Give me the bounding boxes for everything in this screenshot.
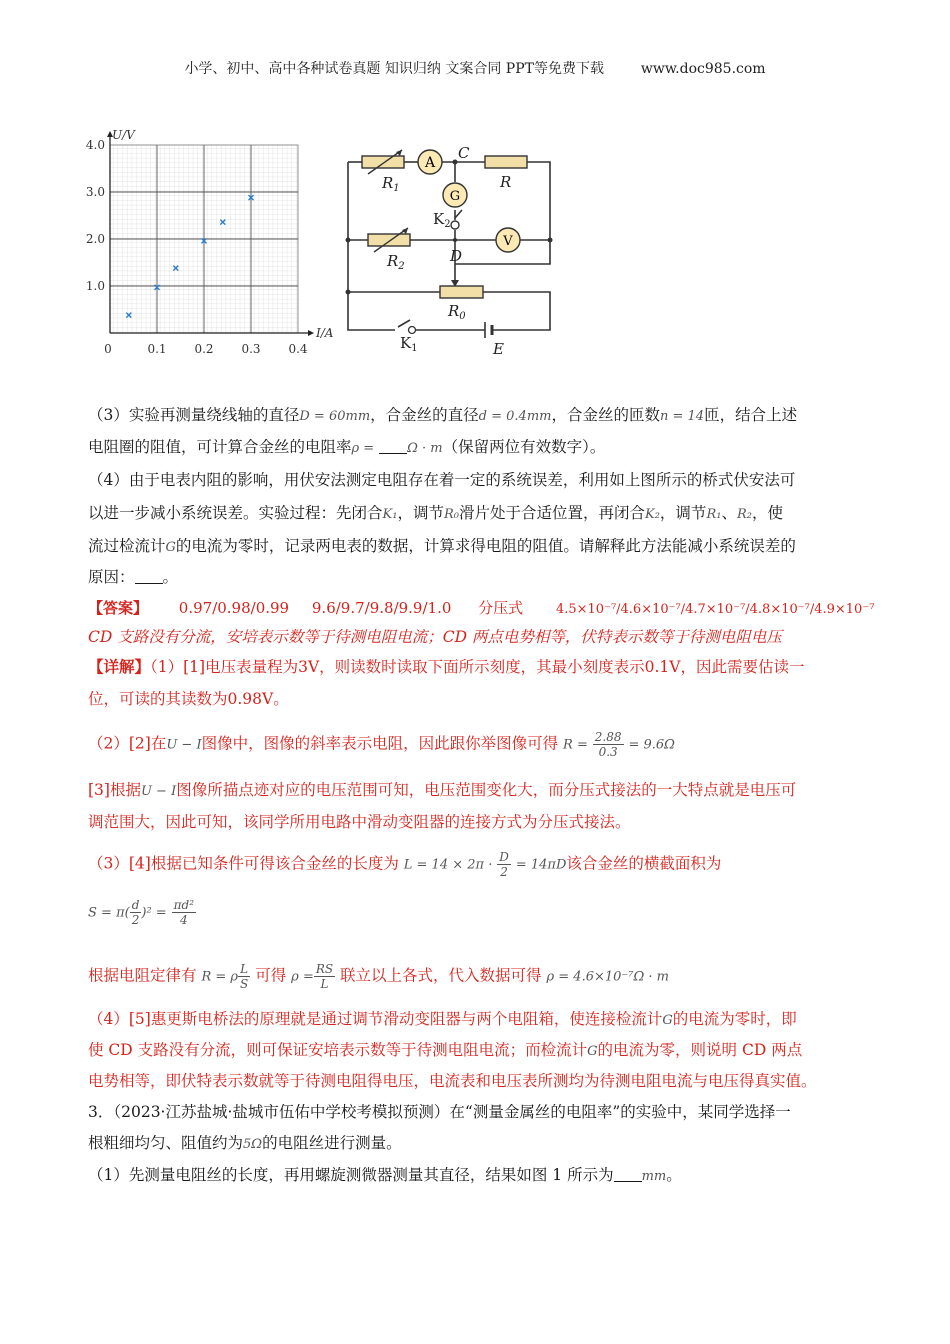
detail-6b: 使 CD 支路没有分流，则可保证安培表示数等于待测电阻电流；而检流计G的电流为零，则说明 CD 两点: [88, 1041, 803, 1059]
header-url[interactable]: www.doc985.com: [640, 61, 766, 77]
x-axis-label: I/A: [316, 326, 334, 340]
detail-3b: 调范围大，因此可知，该同学所用电路中滑动变阻器的连接方式为分压式接法。: [88, 813, 631, 831]
label-r2: $R_2$: [387, 252, 405, 272]
label-r0: $R_0$: [448, 302, 466, 322]
detail-area-eq: S = π( $\frac{d}{2}$ )² = $\frac{\text{πd²}}{4}$: [88, 898, 195, 927]
rheostat-r1: [362, 156, 404, 168]
label-r1: $R_1$: [382, 174, 400, 194]
answer-blank[interactable]: [379, 439, 407, 454]
label-r: R: [500, 173, 512, 191]
galvanometer-label: G: [449, 189, 461, 204]
origin-label: 0: [104, 342, 112, 356]
detail-1: 【详解】（1）[1]电压表量程为3V，则读数时读取下面所示刻度，其最小刻度表示0.1V，因此需要估读一: [88, 657, 805, 676]
label-e: E: [493, 340, 504, 358]
detail-3: [3]根据U − I图像所描点迹对应的电压范围可知，电压范围变化大，而分压式接法的一大特点就是电压可: [88, 781, 797, 799]
answer-tag: 【答案】: [88, 599, 149, 617]
detail-4: （3）[4]根据已知条件可得该合金丝的长度为 L = 14 × 2π · $\frac{D}{2}$ = 14πD该合金丝的横截面积为: [88, 850, 722, 879]
detail-6c: 电势相等，即伏特表示数就等于待测电阻得电压，电流表和电压表所测均为待测电阻电流与电压得真实值。: [88, 1072, 817, 1090]
question-next-line2: 根粗细均匀、阻值约为5Ω的电阻丝进行测量。: [88, 1134, 402, 1152]
label-k1: $K_1$: [400, 334, 418, 354]
voltmeter-label: V: [503, 234, 513, 249]
answer-blank-diameter[interactable]: [614, 1167, 642, 1182]
question-4-line2: 以进一步减小系统误差。实验过程：先闭合K₁，调节R₀滑片处于合适位置，再闭合K₂，调节R₁、R₂，使: [88, 504, 783, 522]
question-4-line1: （4）由于电表内阻的影响，用伏安法测定电阻存在着一定的系统误差，利用如上图所示的桥式伏安法可: [88, 471, 796, 489]
page-header: [0, 58, 950, 78]
slide-rheostat-r0: [440, 286, 483, 298]
header-text: 小学、初中、高中各种试卷真题 知识归纳 文案合同 PPT等免费下载: [184, 61, 604, 77]
u-i-graph: [80, 125, 350, 365]
detail-6: （4）[5]惠更斯电桥法的原理就是通过调节滑动变阻器与两个电阻箱，使连接检流计G的电流为零时，即: [88, 1010, 797, 1028]
detail-1b: 位，可读的其读数为0.98V。: [88, 690, 289, 708]
label-k2: $K_2$: [433, 210, 451, 230]
rheostat-r2: [368, 234, 410, 246]
label-d: D: [450, 247, 463, 265]
y-axis-label: U/V: [112, 128, 135, 142]
detail-2: （2）[2]在U − I图像中，图像的斜率表示电阻，因此跟你举图像可得 R = $\frac{2.88}{0.3}$ = 9.6Ω: [88, 730, 675, 759]
x-tick-label: 0.4: [288, 342, 308, 356]
answer-row: 【答案】 0.97/0.98/0.99 9.6/9.7/9.8/9.9/1.0 分压式 4.5×10⁻⁷/4.6×10⁻⁷/4.7×10⁻⁷/4.8×10⁻⁷/4.9×10⁻⁷: [88, 599, 875, 617]
question-next-line3: （1）先测量电阻丝的长度，再用螺旋测微器测量其直径，结果如图 1 所示为 mm。: [88, 1166, 682, 1184]
bridge-circuit: [340, 140, 570, 360]
question-3: （3）实验再测量绕线轴的直径D = 60mm，合金丝的直径d = 0.4mm，合金丝的匝数n = 14匝，结合上述: [88, 406, 798, 424]
answer-blank-reason[interactable]: [135, 569, 163, 584]
question-4-line4: 原因： 。: [88, 568, 179, 586]
question-3-line2: 电阻圈的阻值，可计算合金丝的电阻率ρ = Ω · m（保留两位有效数字）。: [88, 438, 606, 456]
y-tick-label: 4.0: [85, 138, 105, 152]
detail-5: 根据电阻定律有 R = ρ $\frac{L}{S}$ 可得 ρ = $\frac{RS}{L}$ 联立以上各式，代入数据可得 ρ = 4.6×10⁻⁷Ω · m: [88, 962, 669, 991]
resistor-r: [485, 156, 527, 168]
y-tick-label: 3.0: [85, 185, 105, 199]
label-c: C: [458, 144, 470, 162]
x-tick-label: 0.2: [194, 342, 214, 356]
x-tick-label: 0.1: [147, 342, 167, 356]
answer-5: CD 支路没有分流，安培表示数等于待测电阻电流；CD 两点电势相等，伏特表示数等于待测电阻电压: [88, 628, 782, 646]
question-4-line3: 流过检流计G的电流为零时，记录两电表的数据，计算求得电阻的阻值。请解释此方法能减小系统误差的: [88, 537, 796, 555]
question-next-line1: 3．（2023·江苏盐城·盐城市伍佑中学校考模拟预测）在“测量金属丝的电阻率”的实验中，某同学选择一: [88, 1103, 791, 1121]
y-tick-label: 2.0: [85, 232, 105, 246]
x-tick-label: 0.3: [241, 342, 261, 356]
ammeter-label: A: [424, 155, 436, 171]
y-tick-label: 1.0: [85, 279, 105, 293]
